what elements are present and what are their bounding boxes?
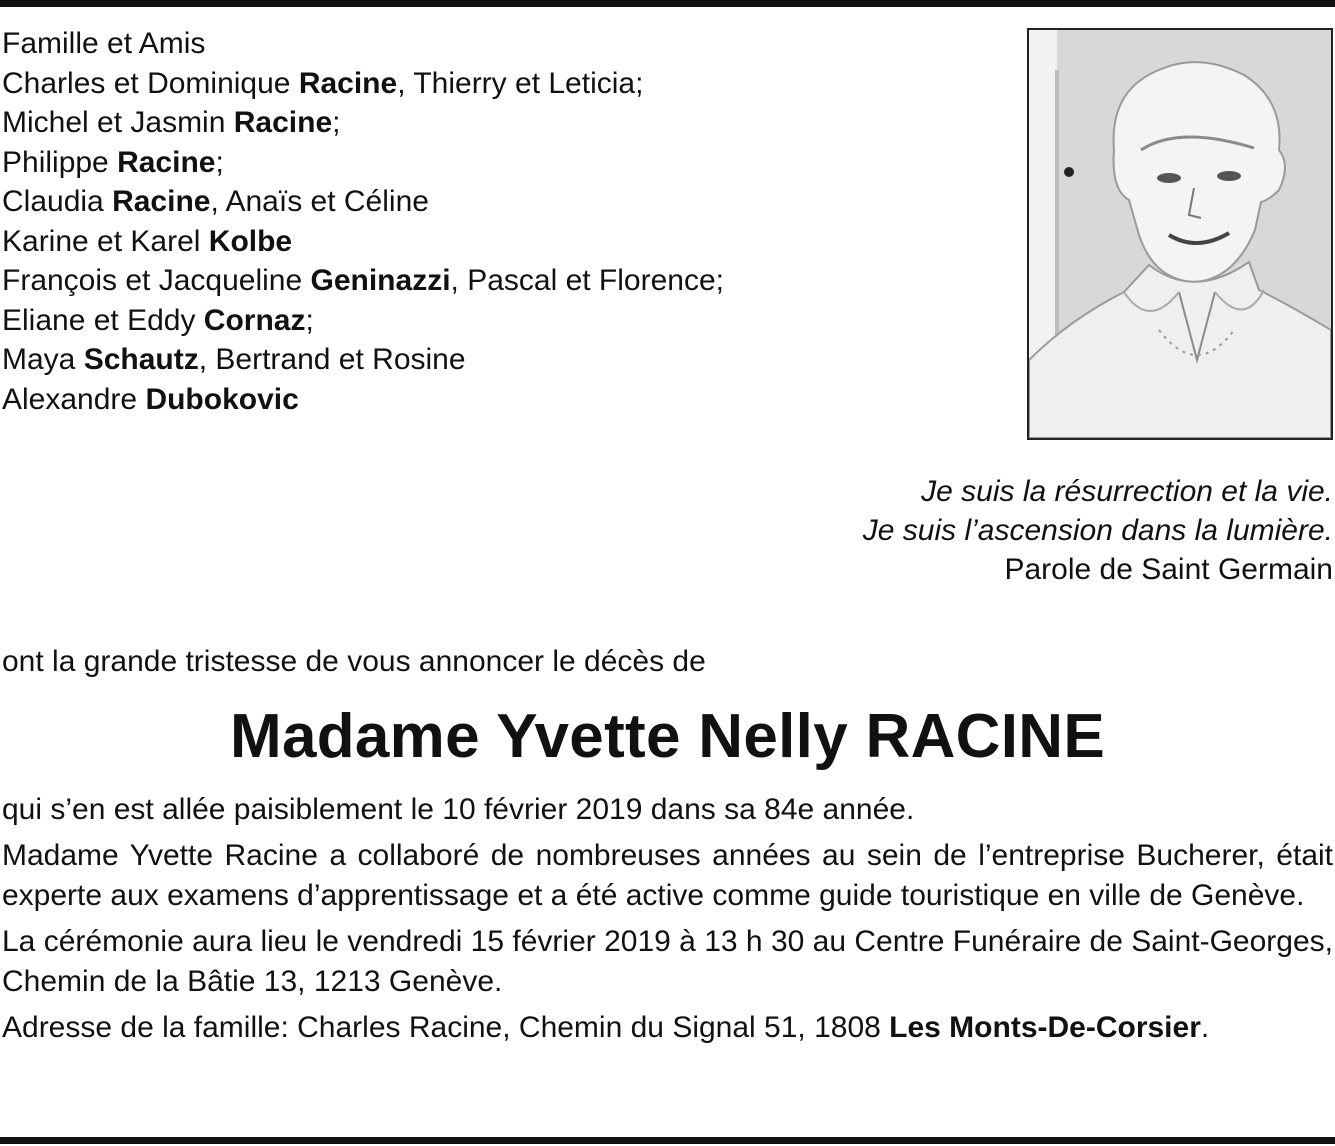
- obituary-body: [2, 790, 1333, 1054]
- address-suffix: .: [1200, 1011, 1210, 1044]
- address-locality: Les Monts-De-Corsier: [889, 1011, 1201, 1044]
- family-surname: Cornaz: [203, 303, 306, 337]
- family-line-suffix: , Thierry et Leticia;: [397, 66, 644, 100]
- announcement-text: ont la grande tristesse de vous annoncer le décès de: [2, 645, 706, 678]
- family-line-text: Karine et Karel: [2, 224, 209, 258]
- address-paragraph: [2, 1008, 1333, 1048]
- passed-paragraph: qui s’en est allée paisiblement le 10 février 2019 dans sa 84e année.: [2, 793, 915, 826]
- family-line: [2, 64, 1002, 104]
- quote-line: Je suis l’ascension dans la lumière.: [862, 514, 1333, 547]
- family-line: [2, 103, 1002, 143]
- family-line-text: Charles et Dominique: [2, 66, 299, 100]
- family-surname: Racine: [298, 66, 398, 100]
- family-line: [2, 222, 1002, 262]
- family-list: [2, 24, 1002, 419]
- family-surname: Schautz: [83, 343, 199, 376]
- quote-source: Parole de Saint Germain: [1004, 553, 1333, 586]
- family-line-suffix: , Anaïs et Céline: [210, 185, 429, 218]
- family-line: [2, 261, 1002, 301]
- family-line: [2, 143, 1002, 183]
- deceased-name: Madame Yvette Nelly RACINE: [230, 702, 1105, 771]
- quote-block: [633, 472, 1333, 589]
- family-surname: Dubokovic: [145, 382, 299, 416]
- family-surname: Racine: [117, 145, 216, 179]
- family-surname: Racine: [233, 106, 333, 139]
- family-line-suffix: , Pascal et Florence;: [450, 264, 724, 297]
- family-line-suffix: , Bertrand et Rosine: [198, 343, 466, 376]
- quote-line: Je suis la résurrection et la vie.: [921, 475, 1333, 508]
- family-line-text: Philippe: [2, 145, 118, 179]
- family-line: [2, 380, 1002, 420]
- ceremony-paragraph: La cérémonie aura lieu le vendredi 15 février 2019 à 13 h 30 au Centre Funéraire de Saint-Georges, Chemin de la Bâtie 13, 1213 Genève.: [2, 925, 1333, 998]
- family-surname: Kolbe: [208, 224, 293, 258]
- family-line-suffix: ;: [215, 145, 224, 179]
- family-line-text: Michel et Jasmin: [2, 106, 234, 139]
- portrait-icon: [1029, 30, 1331, 438]
- family-line: [2, 24, 1002, 64]
- family-surname: Geninazzi: [310, 264, 451, 297]
- family-surname: Racine: [112, 185, 211, 218]
- address-text: Adresse de la famille: Charles Racine, Chemin du Signal 51, 1808: [2, 1011, 890, 1044]
- bottom-rule: [0, 1137, 1335, 1144]
- family-line-text: Eliane et Eddy: [2, 303, 204, 337]
- family-line-text: Famille et Amis: [2, 27, 206, 60]
- bio-paragraph: Madame Yvette Racine a collaboré de nombreuses années au sein de l’entreprise Bucherer, était experte aux examens d’apprentissage et a été active comme guide touristique en ville de Genève.: [2, 839, 1333, 912]
- family-line: [2, 182, 1002, 222]
- family-line: [2, 340, 1002, 380]
- family-line-suffix: ;: [332, 106, 341, 139]
- family-line-text: Alexandre: [2, 382, 146, 416]
- family-line-text: François et Jacqueline: [2, 264, 311, 297]
- family-line-suffix: ;: [305, 303, 314, 337]
- family-line-text: Claudia: [2, 185, 113, 218]
- family-line: [2, 301, 1002, 341]
- family-line-text: Maya: [2, 343, 84, 376]
- portrait-photo: [1027, 28, 1333, 440]
- top-rule: [0, 0, 1335, 7]
